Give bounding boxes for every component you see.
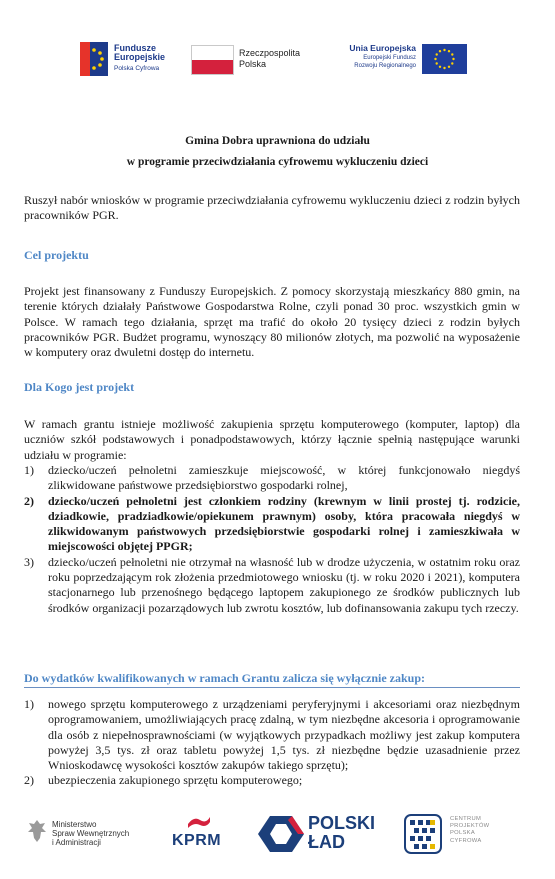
kprm-logo-text: KPRM <box>172 832 222 849</box>
polski-lad-line2: ŁAD <box>308 832 345 852</box>
who-intro-paragraph: W ramach grantu istnieje możliwość zakupienia sprzętu komputerowego (komputer, laptop) dla uczniów szkół podstawowych i ponadpodstawowych, którzy łącznie spełnią następujące warunki udziału w programie: <box>24 417 520 462</box>
fe-line2: Europejskie <box>114 52 166 62</box>
fe-line3: Polska Cyfrowa <box>114 65 160 72</box>
list-item-number: 1) <box>24 697 34 711</box>
list-item-number: 2) <box>24 493 34 508</box>
document-title-line2: w programie przeciwdziałania cyfrowemu wykluczeniu dzieci <box>126 156 429 168</box>
polski-lad-icon <box>258 814 304 854</box>
ue-line2: Europejski Fundusz <box>363 55 416 61</box>
header-logos <box>80 40 480 80</box>
list-item-number: 1) <box>24 463 34 477</box>
list-item-number: 2) <box>24 773 34 788</box>
rzeczpospolita-text <box>239 48 300 70</box>
cppc-line4: CYFROWA <box>450 837 482 844</box>
list-item <box>24 555 520 616</box>
list-item <box>24 697 520 773</box>
list-item-text: dziecko/uczeń pełnoletni zamieszkuje miejscowość, w której funkcjonowało niegdyś zlikwidowane państwowe przedsiębiorstwo gospodarki rolnej, <box>48 463 520 493</box>
unia-europejska-text <box>338 44 416 70</box>
ue-line3: Rozwoju Regionalnego <box>354 63 416 69</box>
list-item <box>24 773 520 788</box>
fundusze-europejskie-logo <box>80 40 190 80</box>
mswia-line3: i Administracji <box>52 838 101 847</box>
centrum-projektow-text <box>450 816 489 845</box>
goal-paragraph: Projekt jest finansowany z Funduszy Europejskich. Z pomocy skorzystają mieszkańcy 880 gmin, na terenie których działały Państwowe Gospodarstwa Rolne, czyli ponad 30 proc. wszystkich gmin w Polsce. W ramach tego działania, sprzęt ma trafić do około 20 tysięcy dzieci z rodzin byłych pracowników PGR. Budżet programu, wynoszący 80 milionów złotych, ma pozwolić na wyposażenie w komputery oraz dwuletni dostęp do internetu. <box>24 284 520 360</box>
centrum-projektow-icon <box>404 814 442 854</box>
cppc-line1: CENTRUM <box>450 816 482 822</box>
polski-lad-line1: POLSKI <box>308 813 376 833</box>
list-item <box>24 494 520 555</box>
eu-flag-icon <box>422 44 467 74</box>
cppc-line3: POLSKA <box>450 830 475 837</box>
polish-flag-icon <box>191 45 234 75</box>
fundusze-europejskie-text <box>114 44 165 73</box>
list-item-text-bold: osoby, która pracowała niegdyś w zlikwidowanym państwowych przedsiębiorstwie gospodarki rolnej i zamieszkiwała w miejscowości objętej PPGR; <box>48 508 520 554</box>
polski-lad-text <box>308 814 375 852</box>
rp-line2: Polska <box>239 59 267 69</box>
intro-paragraph: Ruszył nabór wniosków w programie przeciwdziałania cyfrowemu wykluczeniu dzieci z rodzin byłych pracowników PGR. <box>24 193 520 223</box>
who-heading: Dla Kogo jest projekt <box>24 380 135 394</box>
list-item-number: 3) <box>24 554 34 569</box>
mswia-line1: Ministerstwo <box>52 820 97 829</box>
list-item-text: ubezpieczenia zakupionego sprzętu komputerowego; <box>48 773 303 788</box>
footer-logos <box>26 810 496 860</box>
list-item-text: dziecko/uczeń pełnoletni jest członkiem rodziny (krewnym w linii prostej tj. rodzicie, dziadkowie, pradziadkowie/opiekunem prawnym) <box>48 493 520 523</box>
fe-line1: Fundusze <box>114 43 156 53</box>
list-item-text: dziecko/uczeń pełnoletni nie otrzymał na własność lub w drodze użyczenia, w ostatnim roku oraz roku poprzedzającym rok złożenia przedmiotowego wniosku (tj. w roku 2020 i 2021), komputera stacjonarnego lub przenośnego będącego laptopem zakupionego ze środków publicznych lub środków organizacji pozarządowych lub zwrotu kosztów, lub dofinansowania zakupu tych rzeczy. <box>48 554 520 615</box>
rzeczpospolita-polska-logo <box>191 40 321 80</box>
fundusze-europejskie-icon <box>80 42 108 76</box>
unia-europejska-logo <box>338 40 478 80</box>
kprm-flag-icon <box>186 814 212 828</box>
costs-list <box>24 697 520 789</box>
list-item-text: nowego sprzętu komputerowego z urządzeniami peryferyjnymi i akcesoriami oraz niezbędnym oprogramowaniem, umożliwiających pracę zdalną, w tym niezbędne akcesoria i oprogramowanie dla osób z niepełnosprawnościami (w wyjątkowych przypadkach możliwy jest zakup komputera powyżej 3,5 tys. zł oraz tabletu powyżej 1,5 tys. zł niezbędne będzie uzasadnienie przez Wnioskodawcę wysokości kosztów zakupów takiego sprzętu); <box>48 697 520 773</box>
mswia-line2: Spraw Wewnętrznych <box>52 829 130 838</box>
conditions-list <box>24 463 520 616</box>
eagle-emblem-icon <box>26 818 48 844</box>
document-title-line1: Gmina Dobra uprawniona do udziału <box>185 135 370 147</box>
mswia-logo-text <box>52 820 129 847</box>
goal-heading: Cel projektu <box>24 248 89 262</box>
cppc-line2: PROJEKTÓW <box>450 823 490 830</box>
rp-line1: Rzeczpospolita <box>239 48 301 58</box>
section-divider <box>24 687 520 688</box>
costs-heading: Do wydatków kwalifikowanych w ramach Grantu zalicza się wyłącznie zakup: <box>24 671 425 685</box>
ue-line1: Unia Europejska <box>349 43 416 53</box>
list-item <box>24 463 520 494</box>
